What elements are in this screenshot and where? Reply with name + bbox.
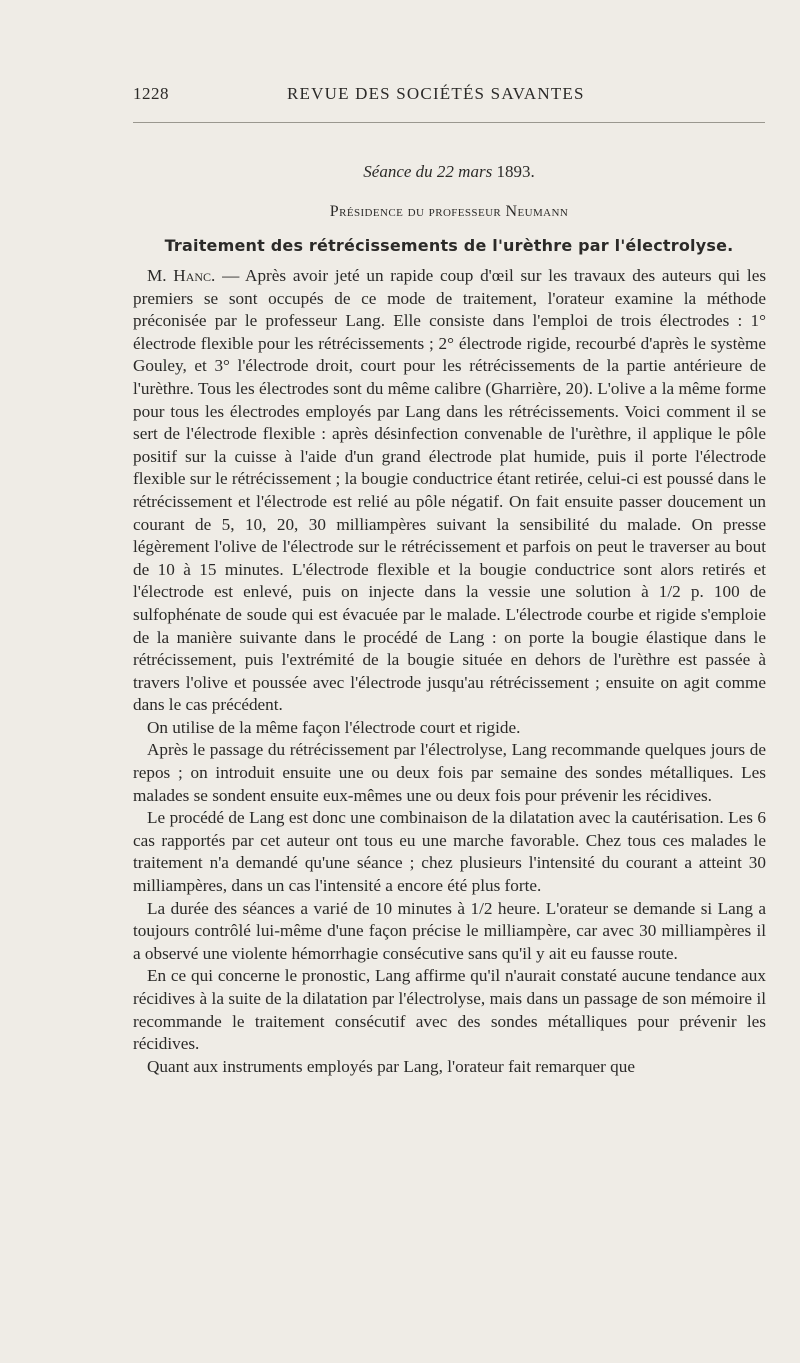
paragraph: Le procédé de Lang est donc une combinaison de la dilatation avec la cautérisation. Les 6 cas rapportés par cet auteur ont tous eu une marche favorable. Chez tous ces malades le traitement n'a demandé qu'une séance ; chez plusieurs l'intensité du courant a atteint 30 milliampères, dans un cas l'intensité a encore été plus forte. [133, 808, 766, 896]
paragraph: On utilise de la même façon l'électrode court et rigide. [147, 717, 521, 737]
header-rule [133, 122, 765, 123]
paragraph: La durée des séances a varié de 10 minutes à 1/2 heure. L'orateur se demande si Lang a toujours contrôlé lui-même d'une façon précise le milliampère, car avec 30 milliampères il a observé une violente hémorrhagie consécutive sans qu'il y ait eu fausse route. [133, 898, 766, 963]
paragraph: Quant aux instruments employés par Lang, l'orateur fait remarquer que [147, 1056, 635, 1076]
session-year: 1893. [496, 162, 535, 181]
session-date: Séance du 22 mars [363, 162, 493, 181]
paragraph [133, 265, 766, 717]
running-title: REVUE DES SOCIÉTÉS SAVANTES [287, 84, 585, 103]
paragraph-text: — Après avoir jeté un rapide coup d'œil sur les travaux des auteurs qui les premiers se sont occupés de ce mode de traitement, l'orateur examine la méthode préconisée par le professeur Lang. Elle consiste dans l'emploi de trois électrodes : 1° électrode flexible pour les rétrécissements ; 2° électrode rigide, recourbé d'après le système Gouley, et 3° l'électrode droit, court pour les rétrécissements de la partie antérieure de l'urèthre. Tous les électrodes sont du même calibre (Gharrière, 20). L'olive a la même forme pour tous les électrodes employés par Lang dans les rétrécissements. Voici comment il se sert de l'électrode flexible : après désinfection convenable de l'urèthre, il applique le pôle positif sur la cuisse à l'aide d'un grand électrode plat humide, puis il porte l'électrode flexible sur le rétrécissement ; la bougie conductrice étant retirée, celui-ci est poussé dans le rétrécissement et l'électrode est relié au pôle négatif. On fait ensuite passer doucement un courant de 5, 10, 20, 30 milliampères suivant la sensibilité du malade. On presse légèrement l'olive de l'électrode sur le rétrécissement et parfois on peut le traverser au bout de 10 à 15 minutes. L'électrode flexible et la bougie conductrice sont alors retirés et l'électrode est enlevé, puis on injecte dans la vessie une solution à 1/2 p. 100 de sulfophénate de soude qui est évacuée par le malade. L'électrode courbe et rigide s'emploie de la manière suivante dans le procédé de Lang : on porte la bougie élastique dans le rétrécissement, puis l'extrémité de la bougie située en dehors de l'urèthre est passée à travers l'olive et poussée avec l'électrode jusqu'au rétrécissement ; ensuite on agit comme dans le cas précédent. [133, 266, 767, 715]
paragraph: Après le passage du rétrécissement par l'électrolyse, Lang recommande quelques jours de repos ; on introduit ensuite une ou deux fois par semaine des sondes métalliques. Les malades se sondent ensuite eux-mêmes une ou deux fois pour prévenir les récidives. [133, 740, 766, 805]
session-heading [133, 162, 765, 182]
paragraph: En ce qui concerne le pronostic, Lang affirme qu'il n'aurait constaté aucune tendance aux récidives à la suite de la dilatation par l'électrolyse, mais dans un passage de son mémoire il recommande le traitement consécutif avec des sondes métalliques pour prévenir les récidives. [133, 966, 766, 1054]
article-title: Traitement des rétrécissements de l'urèthre par l'électrolyse. [164, 236, 734, 255]
presidency-heading: Présidence du professeur Neumann [329, 203, 569, 220]
running-header [133, 84, 765, 112]
article-body [133, 265, 766, 1078]
speaker-name: M. Hanc. [147, 266, 216, 285]
page-number: 1228 [133, 84, 169, 103]
